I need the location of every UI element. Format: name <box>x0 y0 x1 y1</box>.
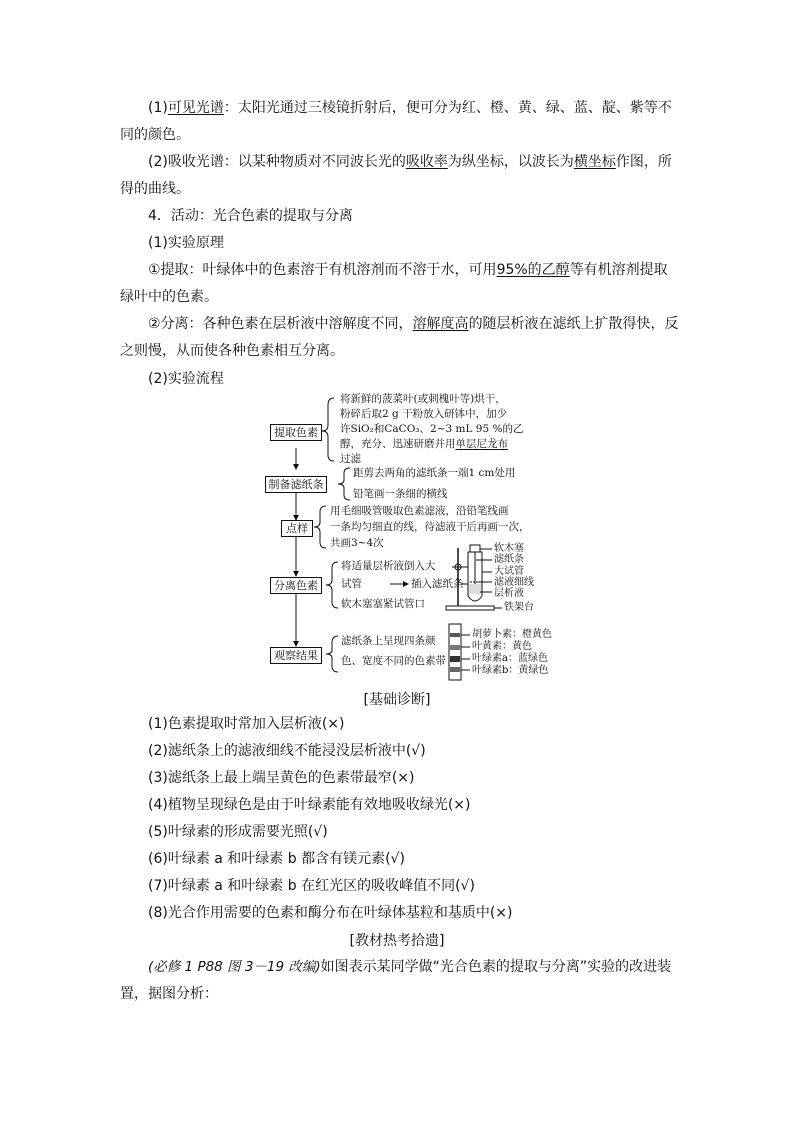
diagnosis-item: (5)叶绿素的形成需要光照(√) <box>148 824 328 840</box>
observe-detail-1: 滤纸条上呈现四条颜 <box>341 635 436 647</box>
flow-heading: (2)实验流程 <box>148 371 224 387</box>
step-observe-result: 观察结果 <box>270 647 322 664</box>
diagnosis-item: (8)光合作用需要的色素和酶分布在叶绿体基粒和基质中(×) <box>148 905 513 921</box>
diagnosis-item: (2)滤纸条上的滤液细线不能浸没层析液中(√) <box>148 743 426 759</box>
visible-spectrum-term: 可见光谱 <box>167 100 224 116</box>
absorption-tail: 作图，所 <box>615 154 672 170</box>
step-prepare-strip: 制备滤纸条 <box>265 476 327 493</box>
ethanol-term: 95%的乙醇 <box>496 262 570 278</box>
textbook-source: (必修 1 P88 图 3－19 改编) <box>148 959 321 975</box>
diagnosis-item: (7)叶绿素 a 和叶绿素 b 在红光区的吸收峰值不同(√) <box>148 878 475 894</box>
extract-detail-4: 醇，充分、迅速研磨并用单层尼龙布 <box>340 438 508 450</box>
label-iron-stand: 铁架台 <box>504 602 534 613</box>
band-chlorophyll-b: 叶绿素b：黄绿色 <box>472 665 549 676</box>
extract-detail-5: 过滤 <box>340 453 361 465</box>
diagnosis-heading: [基础诊断] <box>363 692 431 708</box>
extract-detail-2: 粉碎后取2 g 干粉放入研钵中，加少 <box>340 408 508 420</box>
extract-principle-2: 绿叶中的色素。 <box>120 289 218 305</box>
nylon-cloth-term: 单层尼龙布 <box>455 438 508 450</box>
sep-detail-1: 将适量层析液倒入大 <box>341 560 436 572</box>
label-cork: 软木塞 <box>494 543 524 554</box>
label-filtrate-line: 滤液细线 <box>494 577 534 588</box>
item-number: (1) <box>148 100 168 116</box>
label-test-tube: 大试管 <box>494 566 524 577</box>
solubility-term: 溶解度高 <box>412 316 469 332</box>
absorption-mid: 为纵坐标，以波长为 <box>447 154 574 170</box>
sep-detail-3: 插入滤纸条 <box>411 578 464 590</box>
absorption-prefix: (2)吸收光谱：以某种物质对不同波长光的 <box>148 154 406 170</box>
extract-tail: 等有机溶剂提取 <box>569 262 668 278</box>
band-chlorophyll-a: 叶绿素a：蓝绿色 <box>472 653 548 664</box>
x-axis-term: 横坐标 <box>573 154 616 170</box>
diagnosis-item: (4)植物呈现绿色是由于叶绿素能有效地吸收绿光(×) <box>148 797 471 813</box>
textbook-heading: [教材热考拾遗] <box>349 933 445 949</box>
absorption-rate-term: 吸收率 <box>405 154 448 170</box>
activity-heading: 4．活动：光合色素的提取与分离 <box>148 208 353 224</box>
visible-spectrum-text: ：太阳光通过三棱镜折射后，便可分为红、橙、黄、绿、蓝、靛、紫等不 <box>223 100 672 116</box>
separate-principle-2: 之则慢，从而使各种色素相互分离。 <box>120 343 344 359</box>
principle-heading: (1)实验原理 <box>148 235 224 251</box>
strip-detail-2: 铅笔画一条细的横线 <box>353 488 448 500</box>
band-carotene: 胡萝卜素：橙黄色 <box>472 629 552 640</box>
band-xanthophyll: 叶黄素：黄色 <box>472 641 532 652</box>
step-separate-pigment: 分离色素 <box>270 577 322 594</box>
sep-detail-4: 软木塞塞紧试管口 <box>341 598 425 610</box>
textbook-question-2: 置，据图分析： <box>120 986 218 1002</box>
observe-detail-2: 色、宽度不同的色素带 <box>341 655 446 667</box>
textbook-question <box>148 958 671 976</box>
separate-tail: 的随层析液在滤纸上扩散得快，反 <box>468 316 679 332</box>
textbook-text: 如图表示某同学做“光合色素的提取与分离”实验的改进装 <box>320 959 672 975</box>
visible-spectrum-line-2: 同的颜色。 <box>120 127 190 143</box>
label-filter-strip: 滤纸条 <box>494 554 524 565</box>
extract-detail-1: 将新鲜的菠菜叶(或刺槐叶等)烘干， <box>340 393 506 405</box>
absorption-line-2: 得的曲线。 <box>120 181 190 197</box>
diagnosis-item: (1)色素提取时常加入层析液(×) <box>148 716 345 732</box>
strip-detail-1: 距剪去两角的滤纸条一端1 cm处用 <box>353 467 516 479</box>
spot-detail-1: 用毛细吸管吸取色素滤液，沿铅笔线画 <box>330 505 509 517</box>
sep-detail-2: 试管 <box>341 578 362 590</box>
extract-detail-3: 许SiO₂和CaCO₃、2~3 mL 95 %的乙 <box>340 423 524 435</box>
diagnosis-item: (6)叶绿素 a 和叶绿素 b 都含有镁元素(√) <box>148 851 405 867</box>
separate-prefix: ②分离：各种色素在层析液中溶解度不同， <box>148 316 413 332</box>
step-spotting: 点样 <box>281 520 313 537</box>
spot-detail-2: 一条均匀细直的线，待滤液干后再画一次， <box>330 521 530 533</box>
spot-detail-3: 共画3~4次 <box>330 537 384 549</box>
label-chromatography-solution: 层析液 <box>494 588 524 599</box>
extract-prefix: ①提取：叶绿体中的色素溶于有机溶剂而不溶于水，可用 <box>148 262 497 278</box>
diagnosis-item: (3)滤纸条上最上端呈黄色的色素带最窄(×) <box>148 770 415 786</box>
step-extract-pigment: 提取色素 <box>270 424 322 441</box>
